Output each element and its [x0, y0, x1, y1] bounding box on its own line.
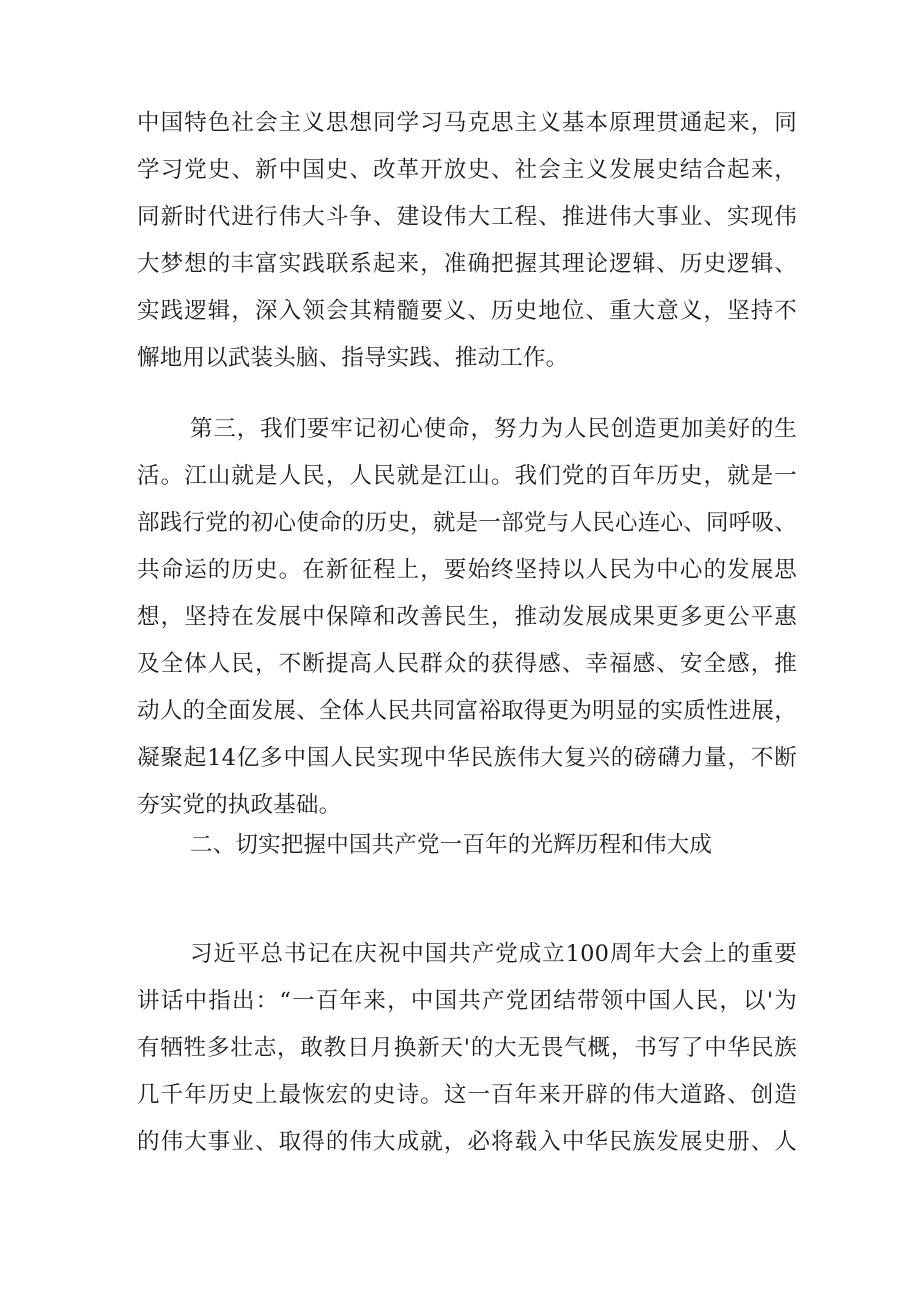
text-line: 中国特色社会主义思想同学习马克思主义基本原理贯通起来，同 — [137, 110, 797, 136]
text-line: 习近平总书记在庆祝中国共产党成立100周年大会上的重要 — [190, 941, 797, 967]
text-line: 的伟大事业、取得的伟大成就，必将载入中华民族发展史册、人 — [137, 1129, 797, 1155]
text-line: 几千年历史上最恢宏的史诗。这一百年来开辟的伟大道路、创造 — [137, 1082, 797, 1108]
text-line: 共命运的历史。在新征程上，要始终坚持以人民为中心的发展思 — [137, 557, 797, 583]
text-line: 有牺牲多壮志，敢教日月换新天'的大无畏气概，书写了中华民族 — [137, 1035, 797, 1061]
text-line: 懈地用以武装头脑、指导实践、推动工作。 — [137, 345, 569, 371]
text-line: 凝聚起14亿多中国人民实现中华民族伟大复兴的磅礴力量，不断 — [137, 745, 797, 771]
text-line: 讲话中指出：“一百年来，中国共产党团结带领中国人民，以'为 — [137, 988, 797, 1014]
text-line: 夯实党的执政基础。 — [137, 792, 342, 818]
text-line: 同新时代进行伟大斗争、建设伟大工程、推进伟大事业、实现伟 — [137, 204, 797, 230]
text-line: 及全体人民，不断提高人民群众的获得感、幸福感、安全感，推 — [137, 651, 797, 677]
heading-text: 二、切实把握中国共产党一百年的光辉历程和伟大成 — [190, 832, 713, 858]
text-line: 第三，我们要牢记初心使命，努力为人民创造更加美好的生 — [190, 416, 797, 442]
text-line: 动人的全面发展、全体人民共同富裕取得更为明显的实质性进展， — [137, 698, 797, 724]
text-line: 活。江山就是人民，人民就是江山。我们党的百年历史，就是一 — [137, 463, 797, 489]
text-line: 实践逻辑，深入领会其精髓要义、历史地位、重大意义，坚持不 — [137, 298, 797, 324]
text-line: 学习党史、新中国史、改革开放史、社会主义发展史结合起来， — [137, 157, 797, 183]
text-line: 想，坚持在发展中保障和改善民生，推动发展成果更多更公平惠 — [137, 604, 797, 630]
text-line: 大梦想的丰富实践联系起来，准确把握其理论逻辑、历史逻辑、 — [137, 251, 797, 277]
text-line: 部践行党的初心使命的历史，就是一部党与人民心连心、同呼吸、 — [137, 510, 797, 536]
